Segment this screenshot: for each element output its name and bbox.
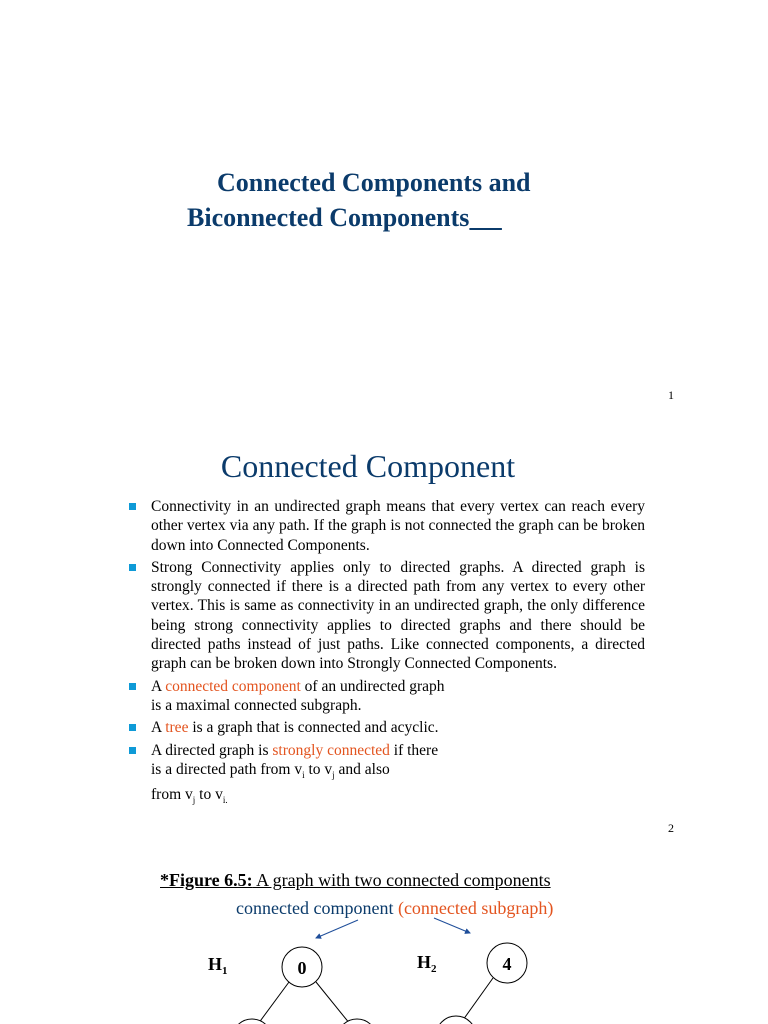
bullet5-sub-j: j: [332, 769, 335, 780]
bullet5-line2a: is a directed path from v: [151, 760, 303, 778]
bullet5-line3b: to v: [195, 786, 223, 804]
edge-0-2: [316, 982, 350, 1024]
slide2-title: Connected Component: [220, 448, 516, 484]
title-underline-blank: [469, 203, 502, 232]
bullet-square-icon: [129, 503, 136, 510]
bullet4-post: is a graph that is connected and acyclic.: [188, 719, 439, 737]
label-connected-subgraph: (connected subgraph): [393, 898, 554, 918]
bullet-square-icon: [129, 724, 136, 731]
page-number-1: 1: [668, 388, 674, 402]
bullet5-pre: A directed graph is: [151, 741, 273, 759]
bullet3-post2: is a maximal connected subgraph.: [151, 696, 362, 714]
figure-caption-bold: *Figure 6.5:: [160, 870, 253, 890]
bullet-item-connected-component: [128, 677, 645, 716]
bullet4-highlight: tree: [165, 719, 189, 737]
bullet3-highlight: connected component: [165, 677, 301, 695]
slide1-title-line2: [150, 200, 620, 235]
bullet-square-icon: [129, 747, 136, 754]
bullet-list: [128, 497, 645, 814]
slide1-title: [150, 165, 620, 235]
graph-node-4-label: 4: [502, 954, 512, 974]
bullet-item-connectivity: [128, 497, 645, 555]
figure-caption: [160, 870, 551, 891]
bullet5-sub-i2: i.: [222, 795, 228, 806]
graph-node-partial-h2: [436, 1016, 476, 1024]
bullet-item-tree: [128, 718, 645, 737]
graph-node-partial-right: [337, 1019, 377, 1024]
bullet5-sub-i: i: [302, 769, 305, 780]
figure-caption-rest: A graph with two connected components: [252, 870, 551, 890]
page-number-2: 2: [668, 821, 674, 835]
bullet5-sub-j2: j: [192, 795, 196, 806]
edge-0-1: [258, 982, 289, 1024]
graph-node-0-label: 0: [297, 958, 307, 978]
bullet4-pre: A: [151, 719, 166, 737]
arrow-to-h2: [434, 918, 470, 933]
bullet5-line3a: from v: [151, 786, 193, 804]
bullet-item-strong-connectivity: [128, 558, 645, 674]
bullet5-line2c: and also: [334, 760, 390, 778]
label-connected-component: connected component: [236, 898, 394, 918]
slide1-title-line2-text: Biconnected Components: [187, 203, 470, 232]
bullet-square-icon: [129, 683, 136, 690]
h2-label: $H_2$: [417, 952, 437, 975]
arrow-to-h1: [316, 920, 358, 938]
bullet-item-strongly-connected: [128, 741, 645, 811]
bullet3-pre: A: [151, 677, 166, 695]
bullet5-highlight: strongly connected: [272, 741, 390, 759]
bullet3-post1: of an undirected graph: [300, 677, 445, 695]
bullet2-text: Strong Connectivity applies only to directed graphs. A directed graph is strongly connected if there is a directed path from any vertex to every other vertex. This is same as connectivity in an undirected graph, the only difference being strong connectivity applies to directed graphs and there should be directed paths instead of just paths. Like connected components, a directed graph can be broken down into Strongly Connected Components.: [151, 558, 645, 673]
slide1-title-line1: Connected Components and: [217, 168, 531, 197]
bullet5-post1: if there: [389, 741, 439, 759]
bullet5-line2b: to v: [304, 760, 333, 778]
edge-4-5: [463, 978, 493, 1020]
h1-label: $H_1$: [208, 954, 228, 977]
bullet1-text: Connectivity in an undirected graph means that every vertex can reach every other vertex via any path. If the graph is not connected the graph can be broken down into Connected Components.: [151, 498, 645, 554]
bullet-square-icon: [129, 564, 136, 571]
graph-figure: [0, 900, 768, 1024]
graph-node-partial-left: [232, 1019, 272, 1024]
